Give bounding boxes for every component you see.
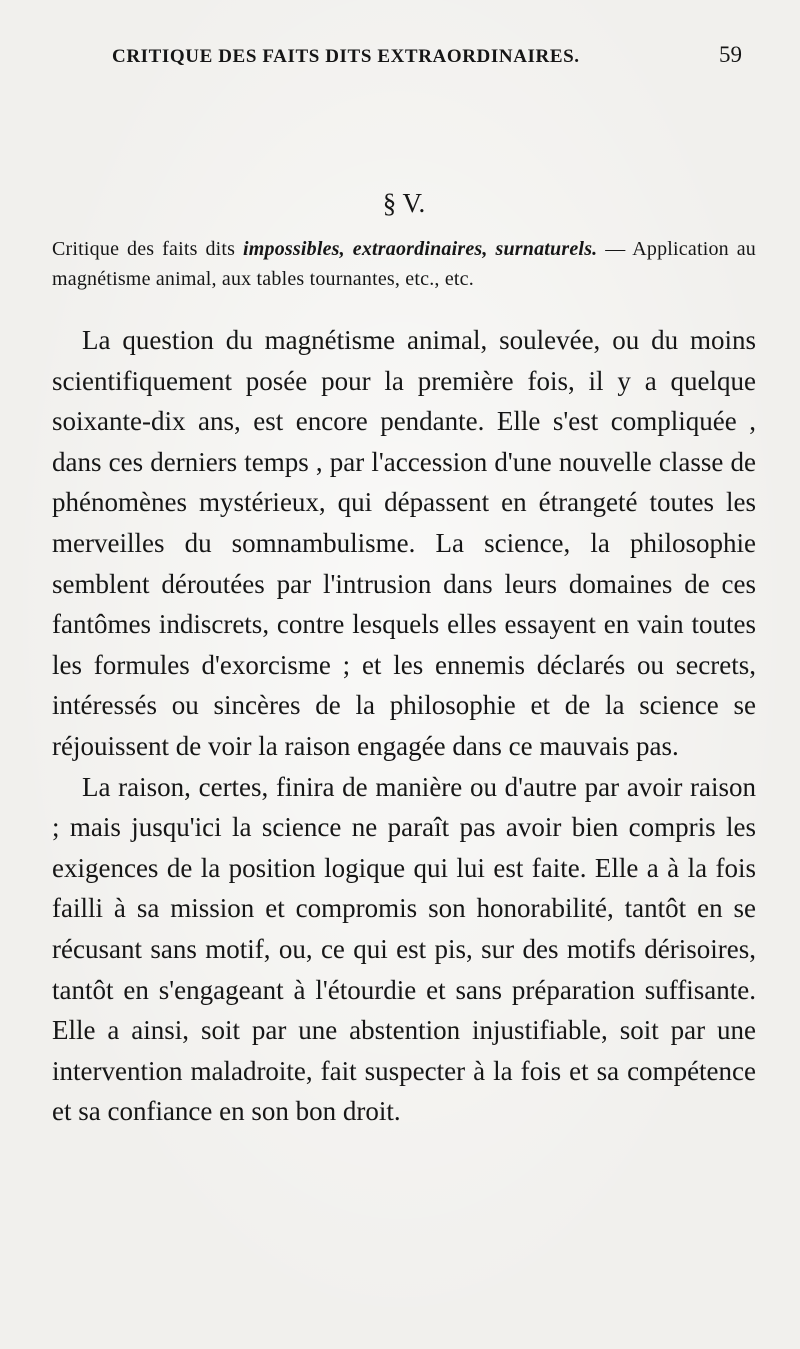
running-title: CRITIQUE DES FAITS DITS EXTRAORDINAIRES.: [112, 46, 580, 67]
body-text: [52, 320, 756, 1132]
summary-italic: impossibles, extraordinaires, surnaturels.: [243, 238, 598, 260]
section-summary: [52, 234, 756, 294]
summary-prefix: Critique des faits dits: [52, 238, 244, 260]
running-head: [52, 40, 756, 84]
page-number: 59: [719, 42, 742, 67]
section-heading: § V.: [382, 188, 426, 218]
paragraph: La question du magnétisme animal, soulevée, ou du moins scientifiquement posée pour la première fois, il y a quelque soixante-dix ans, est encore pendante. Elle s'est compliquée , dans ces derniers temps , par l'accession d'une nouvelle classe de phénomènes mystérieux, qui dépassent en étrangeté toutes les merveilles du somnambulisme. La science, la philosophie semblent déroutées par l'intrusion dans leurs domaines de ces fantômes indiscrets, contre lesquels elles essayent en vain toutes les formules d'exorcisme ; et les ennemis déclarés ou secrets, intéressés ou sincères de la philosophie et de la science se réjouissent de voir la raison engagée dans ce mauvais pas.: [52, 325, 756, 761]
summary-rest: — Application au magnétisme animal, aux tables tournantes, etc., etc.: [52, 238, 756, 290]
paragraph: La raison, certes, finira de manière ou d'autre par avoir raison ; mais jusqu'ici la science ne paraît pas avoir bien compris les exigences de la position logique qui lui est faite. Elle a à la fois failli à sa mission et compromis son honorabilité, tantôt en se récusant sans motif, ou, ce qui est pis, sur des motifs dérisoires, tantôt en s'engageant à l'étourdie et sans préparation suffisante. Elle a ainsi, soit par une abstention injustifiable, soit par une intervention maladroite, fait suspecter à la fois et sa compétence et sa confiance en son bon droit.: [52, 771, 756, 1127]
